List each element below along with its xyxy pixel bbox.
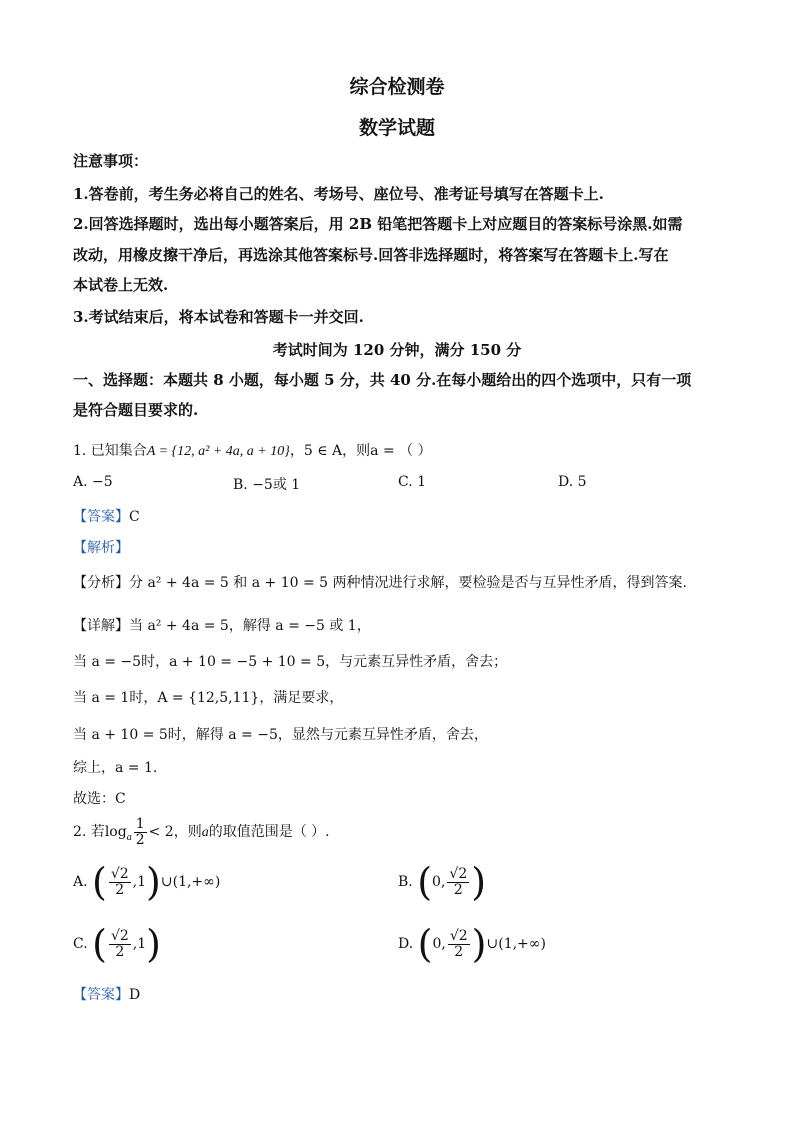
answer-tag: 【答案】 xyxy=(73,509,129,525)
sqrt2-over-2-fraction xyxy=(109,929,131,959)
open-paren: ( xyxy=(92,922,107,966)
sqrt2-over-2-fraction xyxy=(448,929,470,959)
sqrt2-numerator: √2 xyxy=(449,927,468,944)
question-1-set: A = {12, a² + 4a, a + 10} xyxy=(146,444,290,459)
notes-item-2-line-3: 本试卷上无效. xyxy=(73,276,169,294)
question-1-option-d: D. 5 xyxy=(558,474,587,490)
close-paren: ) xyxy=(146,922,161,966)
sqrt2-denominator: 2 xyxy=(115,881,125,898)
question-2-var: a xyxy=(201,825,209,841)
question-1-stem xyxy=(73,440,432,460)
question-1-detail-3: 当 a = 1时，A = {12,5,11}，满足要求， xyxy=(73,690,344,706)
question-1-option-b: B. −5或 1 xyxy=(233,477,301,493)
question-1-option-c: C. 1 xyxy=(398,474,427,490)
analysis-tag: 【分析】 xyxy=(73,575,129,591)
option-a-label: A. xyxy=(73,874,88,890)
fraction-denominator: 2 xyxy=(135,831,145,848)
question-1-detail-4: 当 a + 10 = 5时，解得 a = −5，显然与元素互异性矛盾，舍去， xyxy=(73,727,488,743)
page-subtitle: 数学试题 xyxy=(358,117,435,139)
sqrt2-over-2-fraction xyxy=(109,867,131,897)
question-2-option-b: B. (0, $\frac{√2}{2}$ ) xyxy=(398,860,487,904)
question-1-prefix: 1. 已知集合 xyxy=(73,443,147,459)
answer-value: C xyxy=(129,509,140,525)
question-1-conclusion: 故选：C xyxy=(73,791,126,807)
question-1-middle: ，5 ∈ A，则 xyxy=(289,443,371,459)
open-paren: ( xyxy=(92,860,107,904)
option-b-label: B. xyxy=(398,874,413,890)
exam-info: 考试时间为 120 分钟，满分 150 分 xyxy=(272,341,522,359)
question-2-answer xyxy=(73,984,140,1004)
question-2-relation: < 2，则 xyxy=(148,824,202,841)
union-symbol: ∪ xyxy=(486,936,499,952)
question-2-tail: 的取值范围是（ ）. xyxy=(208,824,330,841)
notes-item-1: 1.答卷前，考生务必将自己的姓名、考场号、座位号、准考证号填写在答题卡上. xyxy=(73,185,604,203)
interval-endpoint-one: 1 xyxy=(137,936,147,952)
question-1-tail: a = （ ） xyxy=(370,443,432,459)
interval-endpoint-one: 1 xyxy=(137,874,147,890)
fraction-one-half xyxy=(134,817,147,847)
interval-endpoint-zero: 0 xyxy=(432,936,442,952)
jiexi-tag: 【解析】 xyxy=(73,540,129,556)
page-title: 综合检测卷 xyxy=(349,76,445,98)
sqrt2-denominator: 2 xyxy=(115,943,125,960)
answer-value: D xyxy=(129,987,141,1003)
log-symbol: log xyxy=(104,824,127,841)
question-1-analysis xyxy=(73,572,687,592)
sqrt2-denominator: 2 xyxy=(454,943,464,960)
close-paren: ) xyxy=(471,860,487,904)
close-paren: ) xyxy=(146,860,161,904)
section-1-line-2: 是符合题目要求的. xyxy=(73,401,199,419)
open-paren: ( xyxy=(417,860,433,904)
interval-one-to-infinity: (1,+∞) xyxy=(172,874,221,890)
sqrt2-denominator: 2 xyxy=(453,881,463,898)
question-2-stem xyxy=(73,817,330,847)
detail-tag: 【详解】 xyxy=(73,618,129,634)
sqrt2-numerator: √2 xyxy=(110,927,129,944)
sqrt2-numerator: √2 xyxy=(110,865,129,882)
analysis-text: 分 a² + 4a = 5 和 a + 10 = 5 两种情况进行求解，要检验是否与互异性矛盾，得到答案. xyxy=(129,575,687,591)
question-1-detail-2: 当 a = −5时，a + 10 = −5 + 10 = 5，与元素互异性矛盾，舍去； xyxy=(73,654,508,670)
question-2-option-c: C. ( $\frac{√2}{2}$ ,1) xyxy=(73,922,161,966)
question-1-option-a: A. −5 xyxy=(73,474,113,490)
open-paren: ( xyxy=(417,922,433,966)
close-paren: ) xyxy=(471,922,487,966)
log-base: a xyxy=(126,831,132,843)
sqrt2-numerator: √2 xyxy=(449,865,468,882)
question-1-answer xyxy=(73,506,140,526)
interval-one-to-infinity: (1,+∞) xyxy=(498,936,546,952)
option-c-label: C. xyxy=(73,936,88,952)
union-symbol: ∪ xyxy=(160,874,173,890)
question-2-option-d: D. (0, $\frac{√2}{2}$ )∪(1,+∞) xyxy=(398,922,546,966)
question-1-detail-5: 综上，a = 1. xyxy=(73,760,158,776)
notes-item-3: 3.考试结束后，将本试卷和答题卡一并交回. xyxy=(73,308,364,326)
notes-item-2-line-1: 2.回答选择题时，选出每小题答案后，用 2B 铅笔把答题卡上对应题目的答案标号涂黑.如需 xyxy=(73,215,683,233)
answer-tag: 【答案】 xyxy=(73,987,129,1003)
fraction-numerator: 1 xyxy=(135,816,145,832)
notes-heading: 注意事项： xyxy=(73,152,149,170)
section-1-line-1: 一、选择题：本题共 8 小题，每小题 5 分，共 40 分.在每小题给出的四个选项中，只有一项 xyxy=(73,371,692,389)
detail-text-1: 当 a² + 4a = 5，解得 a = −5 或 1， xyxy=(129,618,371,634)
question-2-option-a: A. ( $\frac{√2}{2}$ ,1)∪(1,+∞) xyxy=(73,860,221,904)
question-2-prefix: 2. 若 xyxy=(73,824,105,841)
sqrt2-over-2-fraction xyxy=(447,867,469,897)
interval-endpoint-zero: 0 xyxy=(432,874,441,890)
option-d-label: D. xyxy=(398,936,414,952)
notes-item-2-line-2: 改动，用橡皮擦干净后，再选涂其他答案标号.回答非选择题时，将答案写在答题卡上.写在 xyxy=(73,246,669,264)
question-1-detail-1 xyxy=(73,615,371,635)
